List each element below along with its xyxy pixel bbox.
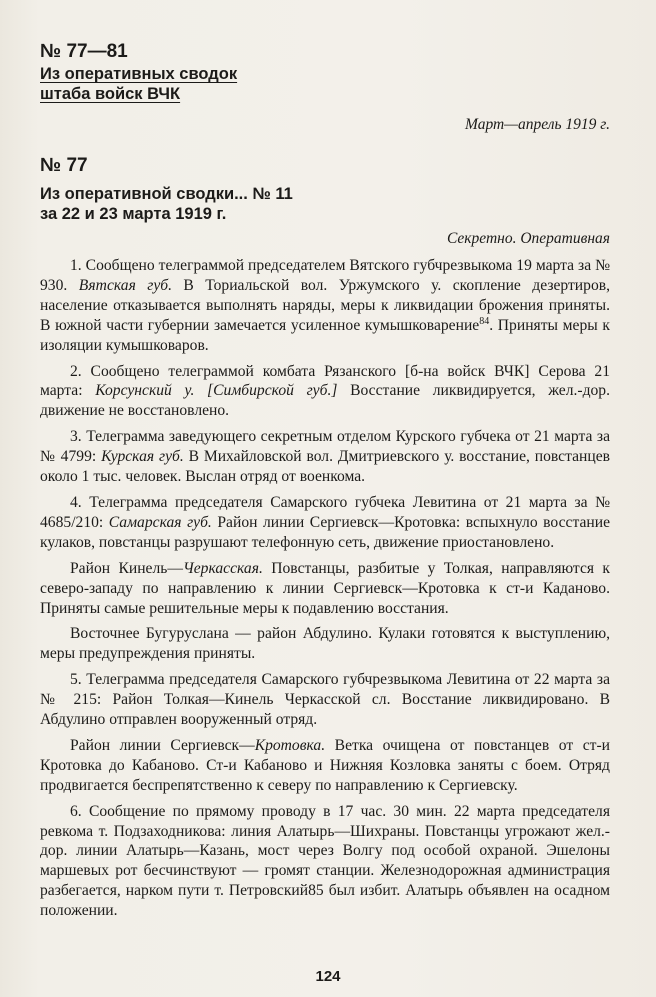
- paragraph-1: 1. Сообщено телеграммой председателем Вятского губчрезвыкома 19 марта за № 930. Вятская губ. В Ториальской вол. Уржумского у. скопление дезертиров, население отказывается выполнять наряды, меры к ликвидации брожения приняты. В южной части губернии замечается усиленное кумышковарение$^{84}$. Приняты меры к изоляции кумышковаров.: [40, 257, 611, 354]
- doc-title-line2: за 22 и 23 марта 1919 г.: [40, 205, 227, 223]
- paragraph-6: Восточнее Бугуруслана — район Абдулино. Кулаки готовятся к выступлению, меры предупреждения приняты.: [40, 625, 610, 663]
- doc-body: [40, 256, 610, 921]
- doc-title-line1: Из оперативной сводки... № 11: [40, 185, 293, 203]
- paragraph-9: 6. Сообщение по прямому проводу в 17 час. 30 мин. 22 марта председателя ревкома т. Подзаходникова: линия Алатырь—Шихраны. Повстанцы угрожают жел.-дор. линии Алатырь—Казань, мост через Волгу под особой охраной. Эшелоны маршевых рот бесчинствуют — громят станции. Железнодорожная администрация разбегается, нарком пути т. Петровский85 был избит. Алатырь объявлен на осадном положении.: [40, 802, 610, 920]
- doc-number: № 77: [40, 155, 88, 176]
- doc-group-date: Март—апрель 1919 г.: [465, 116, 610, 133]
- doc-group-number: № 77—81: [40, 41, 128, 62]
- paragraph-2: 2. Сообщено телеграммой комбата Рязанского [б-на войск ВЧК] Серова 21 марта: Корсунский у. [Симбирской губ.] Восстание ликвидируется, жел.-дор. движение не восстановлено.: [40, 362, 611, 420]
- page-content: [40, 40, 610, 927]
- paragraph-7: 5. Телеграмма председателя Самарского губчрезвыкома Левитина от 22 марта за № 215: Район Толкая—Кинель Черкасской сл. Восстание ликвидировано. В Абдулино отправлен вооруженный отряд.: [40, 671, 610, 729]
- paragraph-3: 3. Телеграмма заведующего секретным отделом Курского губчека от 21 марта за № 4799: Курская губ. В Михайловской вол. Дмитриевского у. восстание, повстанцев около 1 тыс. человек. Выслан отряд от военкома.: [40, 428, 610, 486]
- paragraph-4: 4. Телеграмма председателя Самарского губчека Левитина от 21 марта за № 4685/210: Самарская губ. Район линии Сергиевск—Кротовка: вспыхнуло восстание кулаков, повстанцы разрушают телефонную сеть, движение приостановлено.: [40, 493, 610, 551]
- doc-classification: Секретно. Оперативная: [446, 230, 610, 247]
- doc-group-title-line2: штаба войск ВЧК: [40, 85, 181, 103]
- doc-group-title-line1: Из оперативных сводок: [40, 65, 238, 83]
- paragraph-5: Район Кинель—Черкасская. Повстанцы, разбитые у Толкая, направляются к северо-западу по направлению к линии Сергиевск—Кротовка к ст-и Каданово. Приняты самые решительные меры к подавлению восстания.: [40, 559, 611, 617]
- page-number: 124: [315, 968, 341, 985]
- paragraph-8: Район линии Сергиевск—Кротовка. Ветка очищена от повстанцев от ст-и Кротовка до Кабаново. Ст-и Кабаново и Нижняя Козловка заняты с боем. Отряд продвигается беспрепятственно к северу по направлению к Сергиевску.: [40, 736, 611, 794]
- footnote-ref-84: 84: [479, 315, 490, 327]
